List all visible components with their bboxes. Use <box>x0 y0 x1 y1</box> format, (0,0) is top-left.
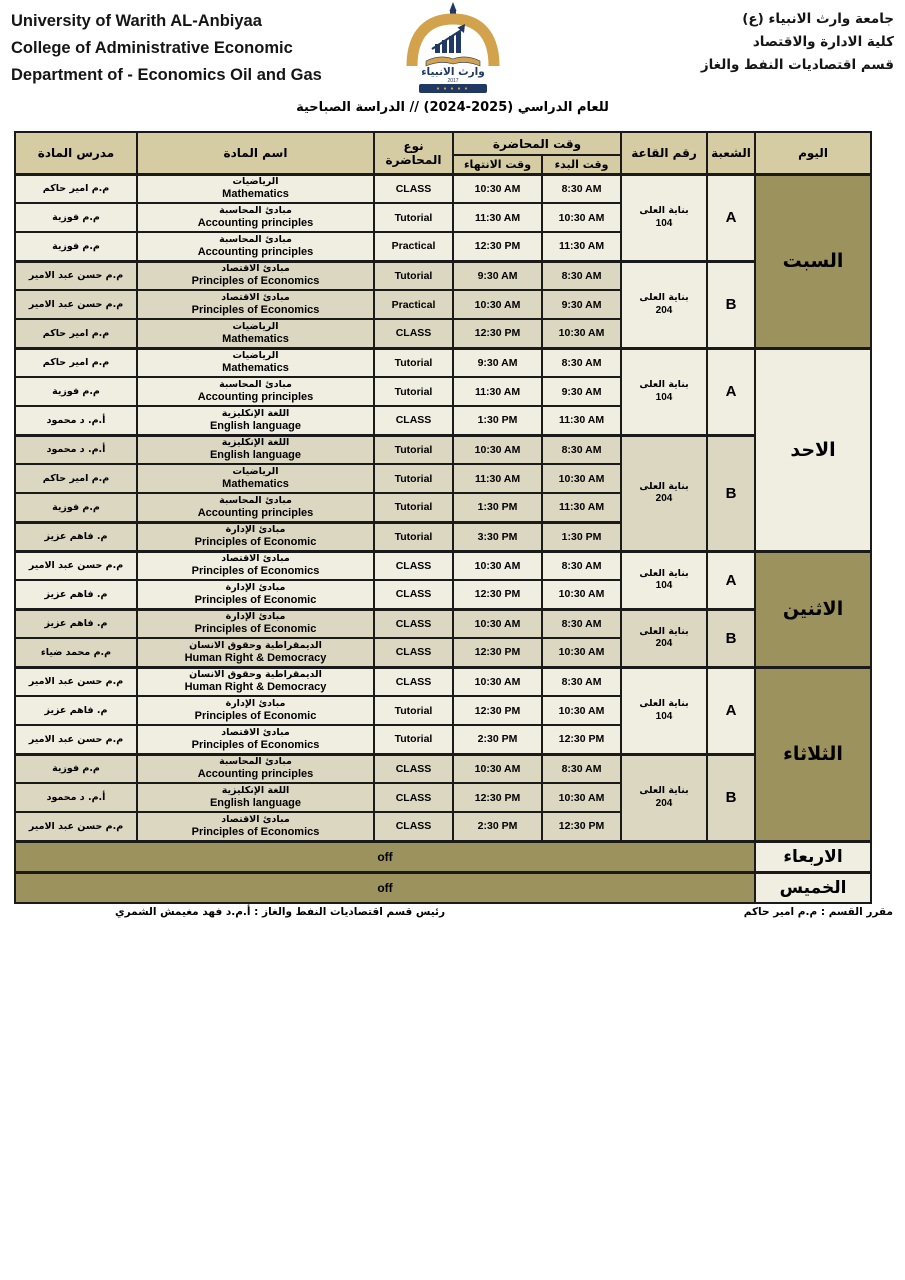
subject-name-arabic: مبادئ المحاسبة <box>219 379 292 391</box>
room-number: 104 <box>655 391 673 403</box>
schedule-table <box>14 131 872 904</box>
header-subject: اسم المادة <box>137 132 374 174</box>
subject-name-english: Principles of Economics <box>191 825 320 838</box>
schedule-row <box>15 174 871 203</box>
end-time-cell: 9:30 AM <box>453 348 542 377</box>
room-building: بناية العلى <box>639 480 689 492</box>
teacher-cell: م.م حسن عبد الامير <box>15 812 137 841</box>
teacher-cell: م. فاهم عزيز <box>15 580 137 609</box>
header-section: الشعبة <box>707 132 755 174</box>
lecture-type-cell: Tutorial <box>374 522 453 551</box>
subject-cell <box>137 609 374 638</box>
room-building: بناية العلى <box>639 379 689 391</box>
room-building: بناية العلى <box>639 205 689 217</box>
subject-name-english: Principles of Economic <box>194 710 317 723</box>
subject-cell <box>137 464 374 493</box>
room-building: بناية العلى <box>639 567 689 579</box>
subject-name-arabic: مبادئ الاقتصاد <box>221 553 290 565</box>
section-cell: B <box>707 609 755 667</box>
header-end-time: وقت الانتهاء <box>453 155 542 174</box>
subject-name-english: Accounting principles <box>197 217 314 230</box>
subject-name-arabic: مبادئ الإدارة <box>225 611 286 623</box>
room-cell <box>621 261 707 348</box>
start-time-cell: 8:30 AM <box>542 754 621 783</box>
subject-name-english: Human Right & Democracy <box>184 651 327 664</box>
department-head: رئيس قسم اقتصاديات النفط والغاز : أ.م.د فهد مغيمش الشمري <box>115 906 446 918</box>
logo-calligraphy: وارث الانبياء <box>421 66 485 78</box>
org-name-english <box>11 8 322 89</box>
schedule-row <box>15 609 871 638</box>
subject-name-arabic: الرياضيات <box>232 176 279 188</box>
subject-name-english: Accounting principles <box>197 768 314 781</box>
university-name-ar: جامعة وارث الانبياء (ع) <box>742 11 894 27</box>
start-time-cell: 12:30 PM <box>542 812 621 841</box>
off-day-row <box>15 872 871 903</box>
subject-name-arabic: اللغة الإنكليزية <box>221 785 290 797</box>
teacher-cell: م.م محمد ضياء <box>15 638 137 667</box>
lecture-type-cell: CLASS <box>374 580 453 609</box>
section-cell: A <box>707 667 755 754</box>
room-number: 104 <box>655 710 673 722</box>
teacher-cell: م.م فوزية <box>15 377 137 406</box>
subject-cell <box>137 435 374 464</box>
start-time-cell: 8:30 AM <box>542 261 621 290</box>
logo-chart <box>432 24 465 53</box>
header-start-time: وقت البدء <box>542 155 621 174</box>
end-time-cell: 10:30 AM <box>453 609 542 638</box>
schedule-row <box>15 754 871 783</box>
teacher-cell: م.م امير حاكم <box>15 464 137 493</box>
subject-name-english: Mathematics <box>222 362 289 375</box>
subject-name-arabic: مبادئ الاقتصاد <box>221 726 290 738</box>
logo-banner <box>419 84 487 93</box>
logo-year: 2017 <box>447 78 459 84</box>
subject-name-english: Principles of Economic <box>194 623 317 636</box>
document-title: للعام الدراسي (2025-2024) // الدراسة الصباحية <box>296 100 609 115</box>
end-time-cell: 12:30 PM <box>453 783 542 812</box>
header-type: نوع المحاضرة <box>374 132 453 174</box>
teacher-cell: م.م حسن عبد الامير <box>15 261 137 290</box>
subject-name-arabic: مبادئ المحاسبة <box>219 233 292 245</box>
subject-name-english: Human Right & Democracy <box>184 681 327 694</box>
teacher-cell: أ.م. د محمود <box>15 406 137 435</box>
schedule-row <box>15 348 871 377</box>
subject-cell <box>137 725 374 754</box>
start-time-cell: 1:30 PM <box>542 522 621 551</box>
room-building: بناية العلى <box>639 625 689 637</box>
room-cell <box>621 609 707 667</box>
start-time-cell: 10:30 AM <box>542 319 621 348</box>
off-day-row <box>15 841 871 872</box>
off-band: off <box>15 872 755 903</box>
lecture-type-cell: CLASS <box>374 812 453 841</box>
end-time-cell: 10:30 AM <box>453 551 542 580</box>
end-time-cell: 11:30 AM <box>453 203 542 232</box>
room-number: 204 <box>655 493 673 505</box>
lecture-type-cell: CLASS <box>374 638 453 667</box>
section-cell: B <box>707 261 755 348</box>
subject-name-arabic: مبادئ الاقتصاد <box>221 813 290 825</box>
start-time-cell: 8:30 AM <box>542 667 621 696</box>
subject-name-english: Mathematics <box>222 188 289 201</box>
subject-cell <box>137 812 374 841</box>
header-room: رقم القاعة <box>621 132 707 174</box>
start-time-cell: 10:30 AM <box>542 203 621 232</box>
end-time-cell: 12:30 PM <box>453 638 542 667</box>
day-cell: السبت <box>755 174 871 348</box>
subject-name-arabic: مبادئ الاقتصاد <box>221 292 290 304</box>
lecture-type-cell: Tutorial <box>374 464 453 493</box>
day-cell: الاربعاء <box>755 841 871 872</box>
teacher-cell: م.م امير حاكم <box>15 348 137 377</box>
teacher-cell: م. فاهم عزيز <box>15 522 137 551</box>
start-time-cell: 12:30 PM <box>542 725 621 754</box>
start-time-cell: 8:30 AM <box>542 435 621 464</box>
teacher-cell: م.م حسن عبد الامير <box>15 551 137 580</box>
lecture-type-cell: Tutorial <box>374 348 453 377</box>
room-cell <box>621 754 707 841</box>
end-time-cell: 9:30 AM <box>453 261 542 290</box>
department-name-ar: قسم اقتصاديات النفط والغاز <box>700 57 894 73</box>
schedule-row <box>15 261 871 290</box>
room-building: بناية العلى <box>639 698 689 710</box>
teacher-cell: م.م فوزية <box>15 754 137 783</box>
start-time-cell: 11:30 AM <box>542 493 621 522</box>
subject-name-english: English language <box>209 449 302 462</box>
subject-name-english: Accounting principles <box>197 245 314 258</box>
section-cell: A <box>707 174 755 261</box>
section-cell: A <box>707 551 755 609</box>
room-number: 104 <box>655 580 673 592</box>
schedule-row <box>15 667 871 696</box>
day-cell: الثلاثاء <box>755 667 871 841</box>
subject-name-english: Principles of Economic <box>194 593 317 606</box>
start-time-cell: 8:30 AM <box>542 348 621 377</box>
room-number: 104 <box>655 217 673 229</box>
day-cell: الخميس <box>755 872 871 903</box>
start-time-cell: 9:30 AM <box>542 377 621 406</box>
lecture-type-cell: Practical <box>374 290 453 319</box>
lecture-type-cell: Practical <box>374 232 453 261</box>
subject-cell <box>137 377 374 406</box>
start-time-cell: 11:30 AM <box>542 232 621 261</box>
subject-cell <box>137 696 374 725</box>
subject-name-english: Principles of Economics <box>191 738 320 751</box>
subject-name-english: Mathematics <box>222 332 289 345</box>
subject-cell <box>137 551 374 580</box>
lecture-type-cell: CLASS <box>374 667 453 696</box>
subject-name-arabic: مبادئ الإدارة <box>225 698 286 710</box>
teacher-cell: م.م حسن عبد الامير <box>15 725 137 754</box>
subject-cell <box>137 754 374 783</box>
subject-name-english: English language <box>209 419 302 432</box>
start-time-cell: 8:30 AM <box>542 609 621 638</box>
start-time-cell: 8:30 AM <box>542 551 621 580</box>
org-name-arabic <box>701 8 894 77</box>
room-cell <box>621 551 707 609</box>
subject-cell <box>137 667 374 696</box>
end-time-cell: 10:30 AM <box>453 290 542 319</box>
section-cell: A <box>707 348 755 435</box>
start-time-cell: 10:30 AM <box>542 464 621 493</box>
university-name-en: University of Warith AL-Anbiyaa <box>11 12 262 30</box>
start-time-cell: 11:30 AM <box>542 406 621 435</box>
lecture-type-cell: CLASS <box>374 174 453 203</box>
subject-cell <box>137 638 374 667</box>
end-time-cell: 3:30 PM <box>453 522 542 551</box>
subject-cell <box>137 290 374 319</box>
college-name-ar: كلية الادارة والاقتصاد <box>752 34 894 50</box>
schedule-row <box>15 435 871 464</box>
subject-name-arabic: اللغة الإنكليزية <box>221 407 290 419</box>
teacher-cell: م. فاهم عزيز <box>15 696 137 725</box>
lecture-type-cell: Tutorial <box>374 435 453 464</box>
teacher-cell: أ.م. د محمود <box>15 435 137 464</box>
start-time-cell: 10:30 AM <box>542 580 621 609</box>
day-cell: الاثنين <box>755 551 871 667</box>
lecture-type-cell: CLASS <box>374 609 453 638</box>
lecture-type-cell: Tutorial <box>374 203 453 232</box>
subject-name-english: Principles of Economics <box>191 275 320 288</box>
subject-cell <box>137 319 374 348</box>
subject-cell <box>137 203 374 232</box>
end-time-cell: 10:30 AM <box>453 754 542 783</box>
schedule-row <box>15 551 871 580</box>
header-teacher: مدرس المادة <box>15 132 137 174</box>
room-building: بناية العلى <box>639 785 689 797</box>
start-time-cell: 10:30 AM <box>542 696 621 725</box>
subject-name-english: Mathematics <box>222 478 289 491</box>
subject-cell <box>137 580 374 609</box>
department-name-en: Department of - Economics Oil and Gas <box>11 66 322 84</box>
lecture-type-cell: Tutorial <box>374 261 453 290</box>
lecture-type-cell: Tutorial <box>374 696 453 725</box>
day-cell: الاحد <box>755 348 871 551</box>
logo-book <box>426 57 480 66</box>
end-time-cell: 12:30 PM <box>453 232 542 261</box>
teacher-cell: م. فاهم عزيز <box>15 609 137 638</box>
subject-cell <box>137 522 374 551</box>
subject-name-english: Accounting principles <box>197 506 314 519</box>
subject-name-english: Accounting principles <box>197 391 314 404</box>
teacher-cell: م.م فوزية <box>15 493 137 522</box>
start-time-cell: 10:30 AM <box>542 783 621 812</box>
teacher-cell: م.م حسن عبد الامير <box>15 290 137 319</box>
subject-cell <box>137 232 374 261</box>
room-number: 204 <box>655 797 673 809</box>
teacher-cell: م.م امير حاكم <box>15 319 137 348</box>
section-cell: B <box>707 435 755 551</box>
subject-cell <box>137 261 374 290</box>
subject-name-arabic: مبادئ المحاسبة <box>219 756 292 768</box>
subject-cell <box>137 174 374 203</box>
end-time-cell: 10:30 AM <box>453 435 542 464</box>
subject-cell <box>137 783 374 812</box>
room-number: 204 <box>655 638 673 650</box>
lecture-type-cell: CLASS <box>374 551 453 580</box>
end-time-cell: 1:30 PM <box>453 406 542 435</box>
off-band: off <box>15 841 755 872</box>
university-logo <box>393 2 513 94</box>
room-building: بناية العلى <box>639 292 689 304</box>
room-number: 204 <box>655 304 673 316</box>
lecture-type-cell: CLASS <box>374 754 453 783</box>
lecture-type-cell: CLASS <box>374 783 453 812</box>
subject-name-arabic: اللغة الإنكليزية <box>221 437 290 449</box>
subject-name-arabic: مبادئ الإدارة <box>225 524 286 536</box>
end-time-cell: 2:30 PM <box>453 812 542 841</box>
end-time-cell: 12:30 PM <box>453 580 542 609</box>
subject-name-arabic: الديمقراطية وحقوق الانسان <box>189 669 322 681</box>
subject-name-arabic: مبادئ المحاسبة <box>219 205 292 217</box>
end-time-cell: 1:30 PM <box>453 493 542 522</box>
subject-name-arabic: الرياضيات <box>232 350 279 362</box>
subject-name-arabic: الرياضيات <box>232 466 279 478</box>
subject-name-arabic: الرياضيات <box>232 320 279 332</box>
room-cell <box>621 667 707 754</box>
room-cell <box>621 435 707 551</box>
subject-name-arabic: الديمقراطية وحقوق الانسان <box>189 639 322 651</box>
lecture-type-cell: CLASS <box>374 319 453 348</box>
subject-name-arabic: مبادئ الإدارة <box>225 581 286 593</box>
lecture-type-cell: Tutorial <box>374 377 453 406</box>
end-time-cell: 11:30 AM <box>453 464 542 493</box>
subject-name-english: English language <box>209 797 302 810</box>
end-time-cell: 10:30 AM <box>453 667 542 696</box>
end-time-cell: 12:30 PM <box>453 319 542 348</box>
room-cell <box>621 348 707 435</box>
lecture-type-cell: Tutorial <box>374 725 453 754</box>
lecture-type-cell: Tutorial <box>374 493 453 522</box>
subject-name-english: Principles of Economics <box>191 565 320 578</box>
end-time-cell: 10:30 AM <box>453 174 542 203</box>
end-time-cell: 12:30 PM <box>453 696 542 725</box>
start-time-cell: 9:30 AM <box>542 290 621 319</box>
teacher-cell: أ.م. د محمود <box>15 783 137 812</box>
section-cell: B <box>707 754 755 841</box>
teacher-cell: م.م فوزية <box>15 203 137 232</box>
start-time-cell: 10:30 AM <box>542 638 621 667</box>
start-time-cell: 8:30 AM <box>542 174 621 203</box>
subject-name-english: Principles of Economic <box>194 536 317 549</box>
subject-name-arabic: مبادئ المحاسبة <box>219 494 292 506</box>
department-rapporteur: مقرر القسم : م.م امير حاكم <box>743 906 893 918</box>
end-time-cell: 11:30 AM <box>453 377 542 406</box>
college-name-en: College of Administrative Economic <box>11 39 293 57</box>
subject-cell <box>137 406 374 435</box>
subject-name-english: Principles of Economics <box>191 304 320 317</box>
teacher-cell: م.م امير حاكم <box>15 174 137 203</box>
lecture-type-cell: CLASS <box>374 406 453 435</box>
teacher-cell: م.م فوزية <box>15 232 137 261</box>
schedule-body <box>15 174 871 903</box>
room-cell <box>621 174 707 261</box>
header-day: اليوم <box>755 132 871 174</box>
subject-cell <box>137 348 374 377</box>
header-time-group: وقت المحاضرة <box>453 132 621 155</box>
subject-name-arabic: مبادئ الاقتصاد <box>221 263 290 275</box>
end-time-cell: 2:30 PM <box>453 725 542 754</box>
teacher-cell: م.م حسن عبد الامير <box>15 667 137 696</box>
subject-cell <box>137 493 374 522</box>
